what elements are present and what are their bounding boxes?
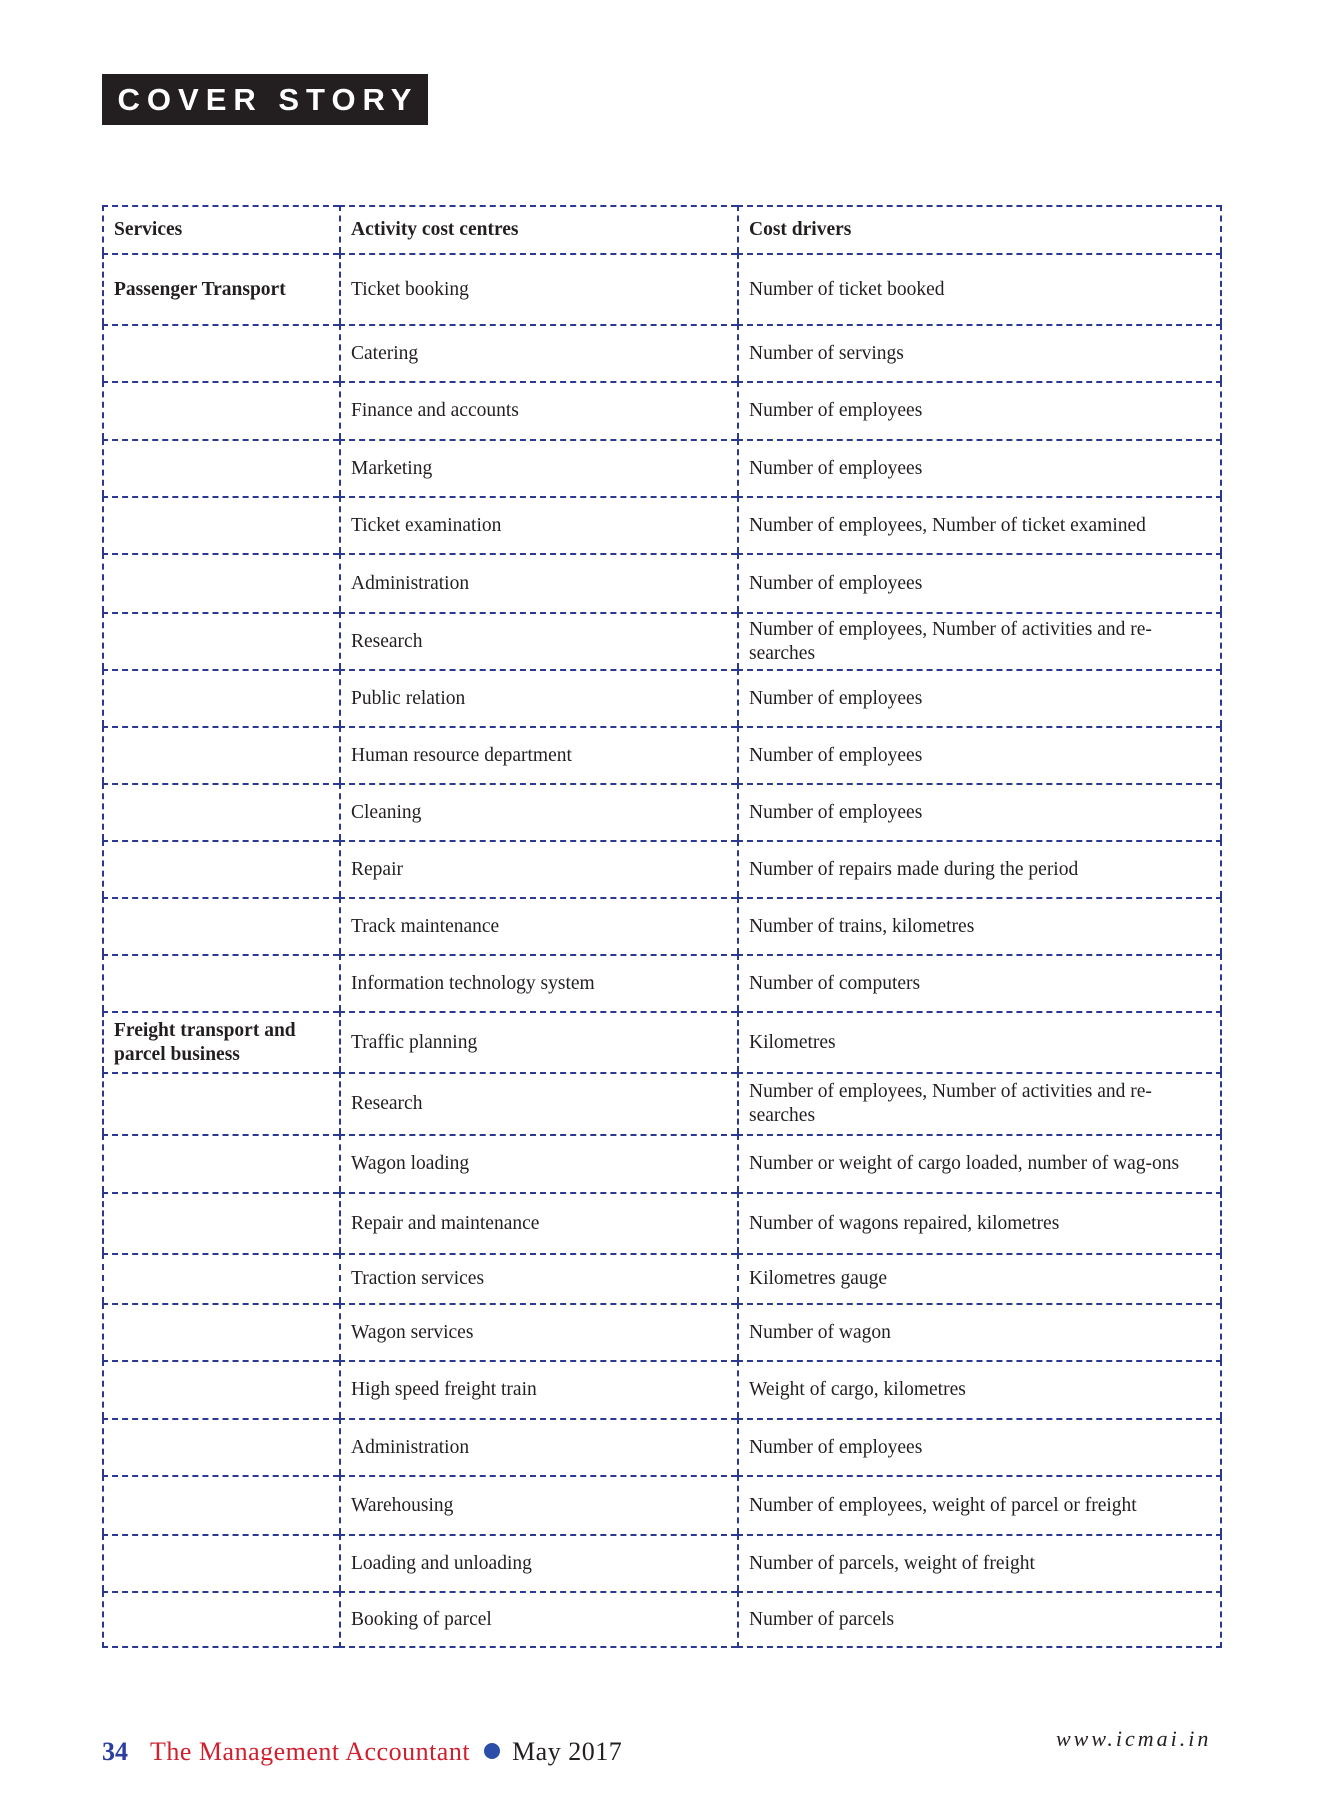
table-row	[102, 1253, 1222, 1303]
table-row	[102, 439, 1222, 496]
cost-driver-cell: Kilometres gauge	[737, 1253, 1222, 1303]
service-cell	[102, 553, 339, 612]
table-row	[102, 1418, 1222, 1475]
table-row	[102, 612, 1222, 669]
activity-cell: Track maintenance	[339, 897, 737, 954]
service-cell	[102, 1072, 339, 1134]
activity-cell: Marketing	[339, 439, 737, 496]
page-number: 34	[102, 1737, 128, 1766]
activity-cell: Information technology system	[339, 954, 737, 1011]
table-row	[102, 496, 1222, 553]
activity-cell: Repair and maintenance	[339, 1192, 737, 1253]
service-cell	[102, 1303, 339, 1360]
activity-cell: Catering	[339, 324, 737, 381]
service-cell: Passenger Transport	[102, 253, 339, 324]
activity-cell: Repair	[339, 840, 737, 897]
activity-cell: High speed freight train	[339, 1360, 737, 1418]
table-row	[102, 1360, 1222, 1418]
activity-cell: Public relation	[339, 669, 737, 726]
activity-cell: Administration	[339, 553, 737, 612]
activity-cell: Traffic planning	[339, 1011, 737, 1072]
cost-driver-cell: Number of wagon	[737, 1303, 1222, 1360]
cost-drivers-table	[102, 205, 1222, 1648]
cost-driver-cell: Number of employees	[737, 1418, 1222, 1475]
service-cell	[102, 439, 339, 496]
service-cell	[102, 726, 339, 783]
table-row	[102, 324, 1222, 381]
cost-driver-cell: Weight of cargo, kilometres	[737, 1360, 1222, 1418]
service-cell	[102, 381, 339, 439]
footer	[102, 1737, 622, 1767]
cost-driver-cell: Number of computers	[737, 954, 1222, 1011]
section-label: COVER STORY	[102, 74, 428, 125]
activity-cell: Research	[339, 1072, 737, 1134]
service-cell	[102, 496, 339, 553]
activity-cell: Ticket booking	[339, 253, 737, 324]
table-row	[102, 1134, 1222, 1192]
header-cost-drivers: Cost drivers	[737, 205, 1222, 253]
activity-cell: Research	[339, 612, 737, 669]
cost-driver-cell: Kilometres	[737, 1011, 1222, 1072]
activity-cell: Booking of parcel	[339, 1591, 737, 1648]
bullet-dot-icon	[484, 1743, 500, 1759]
service-cell	[102, 1192, 339, 1253]
cost-driver-cell: Number of employees	[737, 553, 1222, 612]
table-row	[102, 1303, 1222, 1360]
table-row	[102, 954, 1222, 1011]
cost-driver-cell: Number of employees, weight of parcel or freight	[737, 1475, 1222, 1534]
table-row	[102, 1591, 1222, 1648]
cost-driver-cell: Number of trains, kilometres	[737, 897, 1222, 954]
activity-cell: Traction services	[339, 1253, 737, 1303]
cost-driver-cell: Number of servings	[737, 324, 1222, 381]
header-services: Services	[102, 205, 339, 253]
header-activity-cost-centres: Activity cost centres	[339, 205, 737, 253]
cost-driver-cell: Number of parcels	[737, 1591, 1222, 1648]
table-row	[102, 840, 1222, 897]
service-cell	[102, 897, 339, 954]
cost-driver-cell: Number of repairs made during the period	[737, 840, 1222, 897]
table-header-row	[102, 205, 1222, 253]
table-row	[102, 1011, 1222, 1072]
service-cell	[102, 324, 339, 381]
table-row	[102, 1534, 1222, 1591]
table-row	[102, 669, 1222, 726]
service-cell	[102, 1534, 339, 1591]
table-row	[102, 897, 1222, 954]
cost-driver-cell: Number of employees	[737, 783, 1222, 840]
cost-driver-cell: Number or weight of cargo loaded, number of wag-ons	[737, 1134, 1222, 1192]
table-row	[102, 381, 1222, 439]
activity-cell: Wagon services	[339, 1303, 737, 1360]
cost-driver-cell: Number of employees	[737, 439, 1222, 496]
cost-driver-cell: Number of employees, Number of activities and re-searches	[737, 1072, 1222, 1134]
activity-cell: Cleaning	[339, 783, 737, 840]
table-row	[102, 1475, 1222, 1534]
table-body	[102, 253, 1222, 1648]
activity-cell: Loading and unloading	[339, 1534, 737, 1591]
service-cell	[102, 1134, 339, 1192]
cost-driver-cell: Number of employees	[737, 381, 1222, 439]
cost-driver-cell: Number of employees	[737, 726, 1222, 783]
table-row	[102, 1192, 1222, 1253]
service-cell: Freight transport and parcel business	[102, 1011, 339, 1072]
table-row	[102, 553, 1222, 612]
service-cell	[102, 783, 339, 840]
service-cell	[102, 1360, 339, 1418]
magazine-title: The Management Accountant	[150, 1737, 471, 1766]
service-cell	[102, 1591, 339, 1648]
cost-driver-cell: Number of employees	[737, 669, 1222, 726]
service-cell	[102, 954, 339, 1011]
activity-cell: Ticket examination	[339, 496, 737, 553]
service-cell	[102, 840, 339, 897]
cost-driver-cell: Number of employees, Number of activities and re-searches	[737, 612, 1222, 669]
website-url: www.icmai.in	[1056, 1726, 1212, 1751]
table-row	[102, 1072, 1222, 1134]
activity-cell: Warehousing	[339, 1475, 737, 1534]
issue-date: May 2017	[512, 1737, 623, 1766]
table-row	[102, 726, 1222, 783]
cost-driver-cell: Number of wagons repaired, kilometres	[737, 1192, 1222, 1253]
service-cell	[102, 1475, 339, 1534]
service-cell	[102, 1418, 339, 1475]
cost-driver-cell: Number of parcels, weight of freight	[737, 1534, 1222, 1591]
service-cell	[102, 669, 339, 726]
activity-cell: Finance and accounts	[339, 381, 737, 439]
cost-driver-cell: Number of employees, Number of ticket examined	[737, 496, 1222, 553]
table-row	[102, 783, 1222, 840]
activity-cell: Administration	[339, 1418, 737, 1475]
service-cell	[102, 612, 339, 669]
table-row	[102, 253, 1222, 324]
activity-cell: Wagon loading	[339, 1134, 737, 1192]
activity-cell: Human resource department	[339, 726, 737, 783]
cost-driver-cell: Number of ticket booked	[737, 253, 1222, 324]
service-cell	[102, 1253, 339, 1303]
